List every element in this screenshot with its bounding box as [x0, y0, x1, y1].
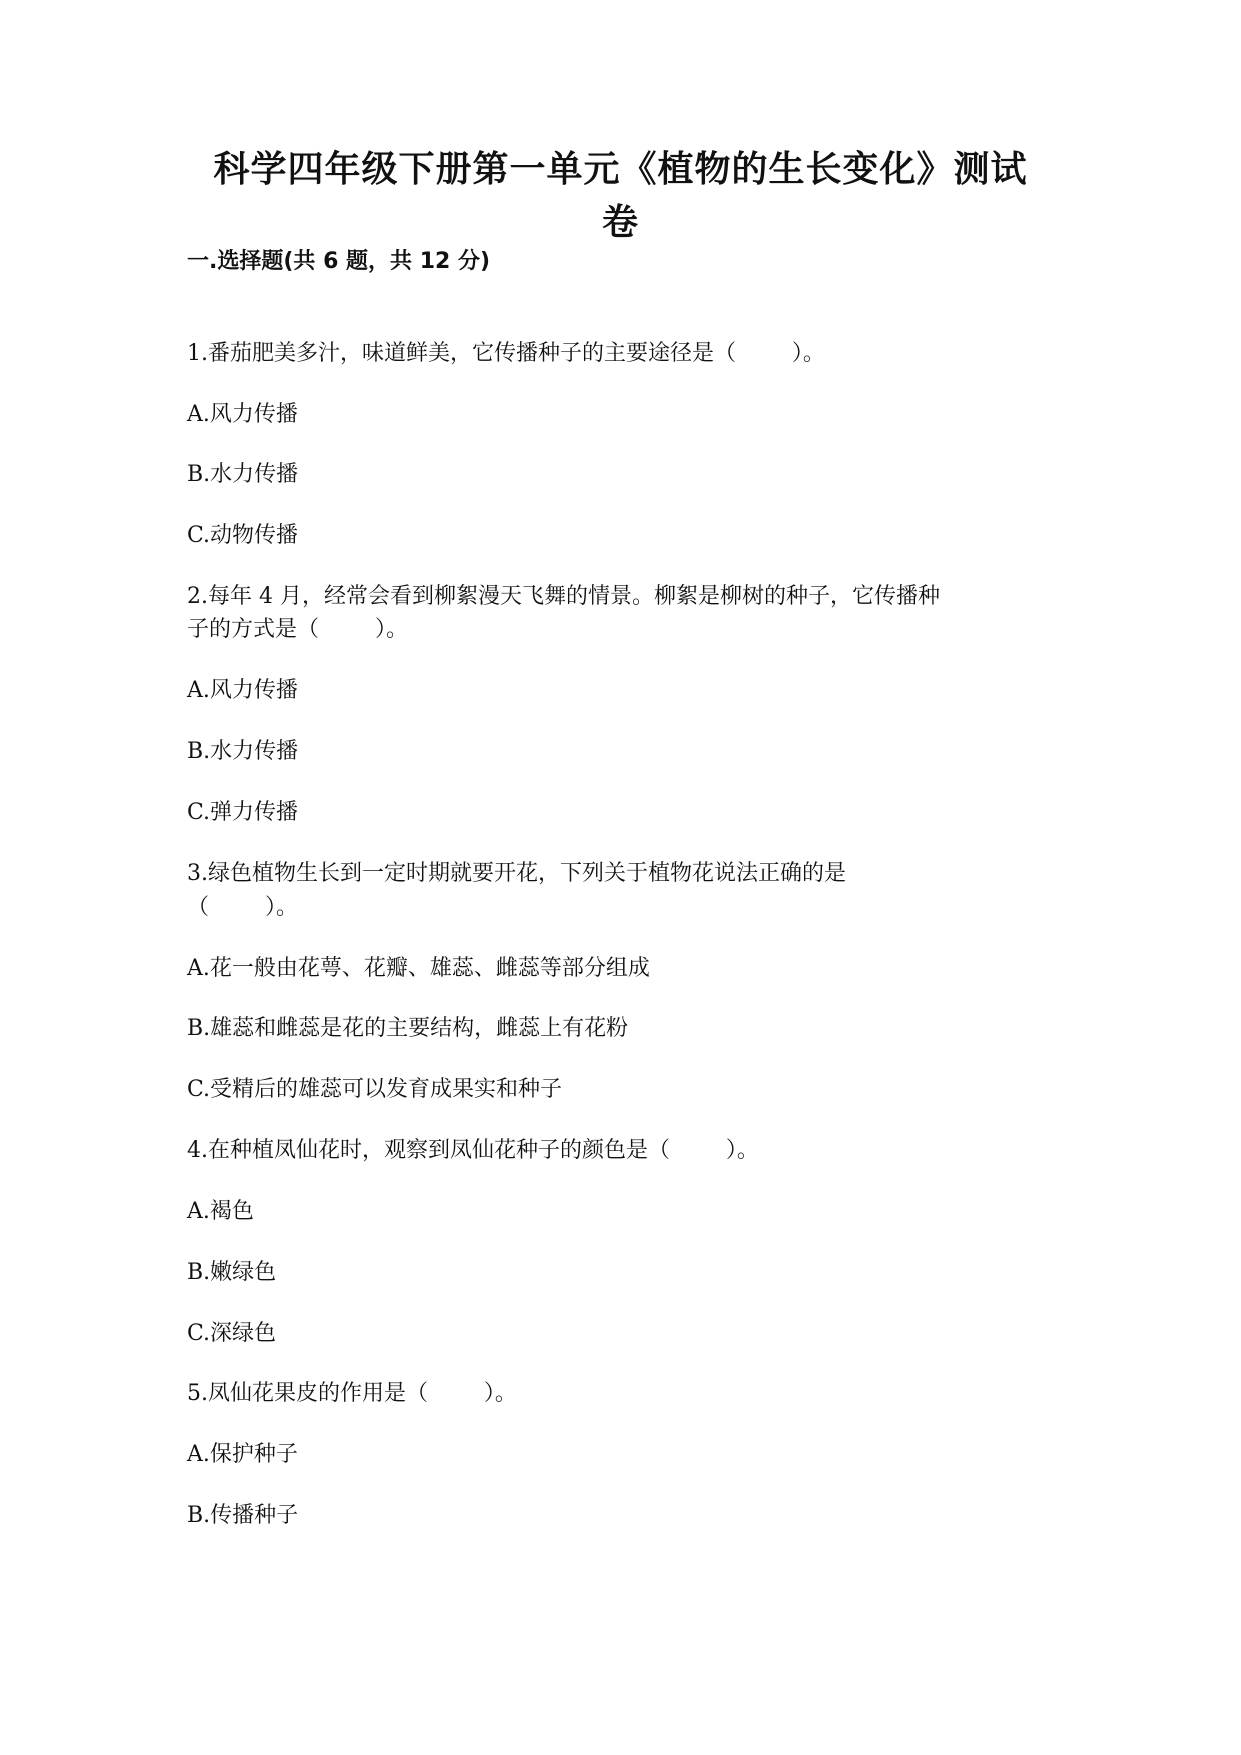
question-3-text-line-1: 3.绿色植物生长到一定时期就要开花，下列关于植物花说法正确的是	[187, 861, 846, 886]
question-1-text: 1.番茄肥美多汁，味道鲜美，它传播种子的主要途径是（ ）。	[187, 341, 825, 366]
question-5-text: 5.凤仙花果皮的作用是（ ）。	[187, 1381, 517, 1406]
question-2-text-line-1: 2.每年 4 月，经常会看到柳絮漫天飞舞的情景。柳絮是柳树的种子，它传播种	[187, 584, 940, 609]
question-2-text-line-2: 子的方式是（ ）。	[187, 617, 408, 642]
question-2-option-a: A.风力传播	[187, 678, 298, 703]
question-1-option-a: A.风力传播	[187, 402, 298, 427]
question-2-option-c: C.弹力传播	[187, 800, 299, 825]
question-4-option-c: C.深绿色	[187, 1321, 277, 1346]
question-1-option-b: B.水力传播	[187, 462, 299, 487]
question-4-text: 4.在种植凤仙花时，观察到凤仙花种子的颜色是（ ）。	[187, 1138, 759, 1163]
question-2-option-b: B.水力传播	[187, 739, 299, 764]
section-heading: 一.选择题(共 6 题，共 12 分)	[187, 249, 491, 274]
question-1-option-c: C.动物传播	[187, 523, 299, 548]
question-4-option-b: B.嫩绿色	[187, 1260, 277, 1285]
question-4-option-a: A.褐色	[187, 1199, 254, 1224]
question-3-text-line-2: （ ）。	[187, 895, 298, 920]
question-5-option-a: A.保护种子	[187, 1442, 298, 1467]
question-3-option-c: C.受精后的雄蕊可以发育成果实和种子	[187, 1077, 563, 1102]
question-3-option-b: B.雄蕊和雌蕊是花的主要结构，雌蕊上有花粉	[187, 1016, 629, 1041]
exam-title-line-2: 卷	[601, 202, 639, 243]
exam-title-line-1: 科学四年级下册第一单元《植物的生长变化》测试	[213, 149, 1028, 190]
question-3-option-a: A.花一般由花萼、花瓣、雄蕊、雌蕊等部分组成	[187, 956, 650, 981]
question-5-option-b: B.传播种子	[187, 1503, 299, 1528]
